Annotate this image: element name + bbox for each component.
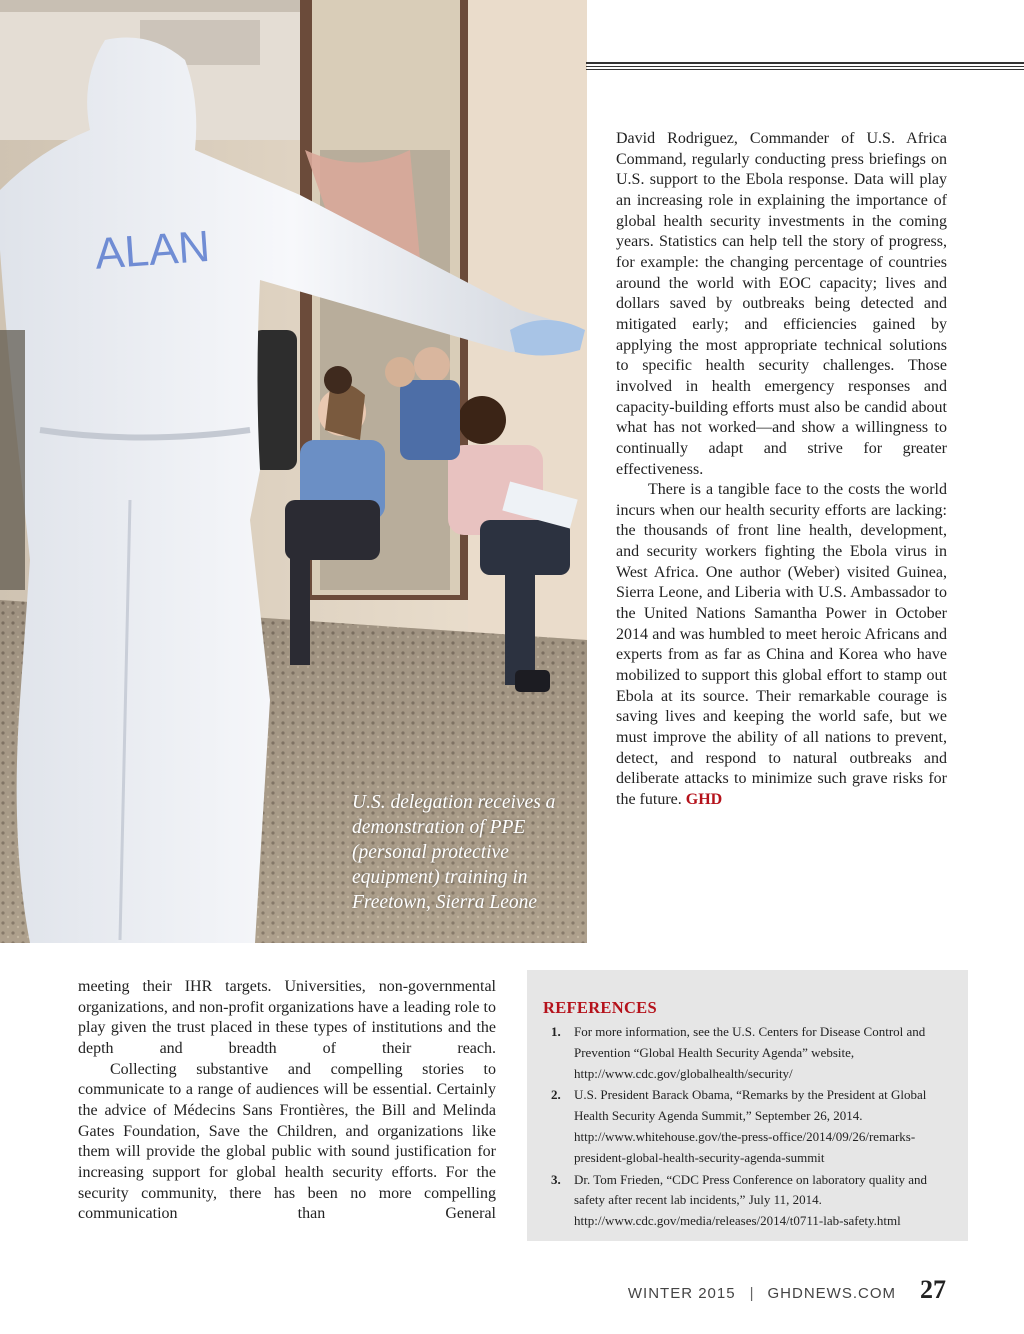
paragraph: Collecting substantive and compelling stories to communicate to a range of audiences will be essential. Certainly the advice of Médecins Sans Frontières, the Bill and Melinda Gates Foundation, Save the Children, and organizations like them will provide the global public with sound justification for increasing support for global health security efforts. For the security community, there has been no more compelling communication than General (78, 1060, 496, 1223)
paragraph-text: There is a tangible face to the costs the world incurs when our health security efforts are lacking: the thousands of front line health, development, and security workers fighting the Ebola virus in West Africa. One author (Weber) visited Guinea, Sierra Leone, and Liberia with U.S. Ambassador to the United Nations Samantha Power in October 2014 and was humbled to meet heroic Africans and experts from as far as China and Korea who have mobilized to support this global effort to stamp out Ebola at its source. Their remarkable courage is saving lives and keeping the world safe, but we must improve the ability of all nations to prevent, detect, and respond to natural outbreaks and deliberate attacks to minimize such grave risks for the future. (616, 481, 947, 808)
page-footer (628, 1275, 946, 1307)
reference-text: For more information, see the U.S. Centers for Disease Control and Prevention “Global Health Security Agenda” website, http://www.cdc.gov/globalhealth/security/ (574, 1024, 926, 1081)
paragraph: David Rodriguez, Commander of U.S. Africa Command, regularly conducting press briefings on U.S. support to the Ebola response. Data will play an increasing role in explaining the importance of global health security investments in the coming years. Statistics can help tell the story of progress, for example: the changing percentage of countries around the world with EOC capacity; lives and dollars saved by outbreaks being detected and mitigated early; and efficiencies gained by applying the most appropriate technical solutions to specific health security challenges. Those involved in health emergency responses and capacity-building efforts must also be candid about what has not worked—and show a willingness to continually adapt and strive for greater effectiveness. (616, 130, 947, 478)
right-text-column (616, 129, 947, 811)
reference-number: 3. (551, 1171, 561, 1187)
header-rule (586, 66, 1024, 67)
reference-number: 1. (551, 1024, 561, 1039)
references-box (527, 970, 968, 1241)
article-photo (0, 0, 587, 943)
reference-number: 2. (551, 1087, 561, 1103)
reference-item (543, 1170, 952, 1232)
references-title: REFERENCES (543, 998, 657, 1017)
site-name: GHDNEWS.COM (767, 1285, 896, 1302)
reference-text: U.S. President Barack Obama, “Remarks by the President at Global Health Security Agenda Summit,” September 26, 2014. http://www.whitehouse.gov/the-press-office/2014/09/26/remarks-president-global-health-security-agenda-summit (574, 1087, 927, 1165)
reference-text: Dr. Tom Frieden, “CDC Press Conference on laboratory quality and safety after recent lab incidents,” July 11, 2014. http://www.cdc.gov/media/releases/2014/t0711-lab-safety.html (574, 1171, 928, 1229)
page-number: 27 (920, 1275, 946, 1304)
header-rule (586, 62, 1024, 64)
issue-label: WINTER 2015 (627, 1285, 736, 1302)
header-rule (586, 69, 1024, 70)
suit-name-label: ALAN (93, 221, 212, 279)
reference-item (543, 1085, 952, 1168)
end-mark: GHD (685, 791, 723, 808)
references-list (543, 1022, 952, 1232)
footer-separator: | (749, 1285, 754, 1302)
left-text-column (78, 977, 496, 1225)
paragraph: meeting their IHR targets. Universities, non-governmental organizations, and non-profit organizations have a leading role to play given the trust placed in these types of institutions and the depth and breadth of their reach. (78, 978, 496, 1057)
reference-item (543, 1022, 952, 1084)
photo-caption: U.S. delegation receives a demonstration of PPE (personal protective equipment) training in Freetown, Sierra Leone (352, 792, 556, 913)
paragraph (616, 480, 947, 811)
